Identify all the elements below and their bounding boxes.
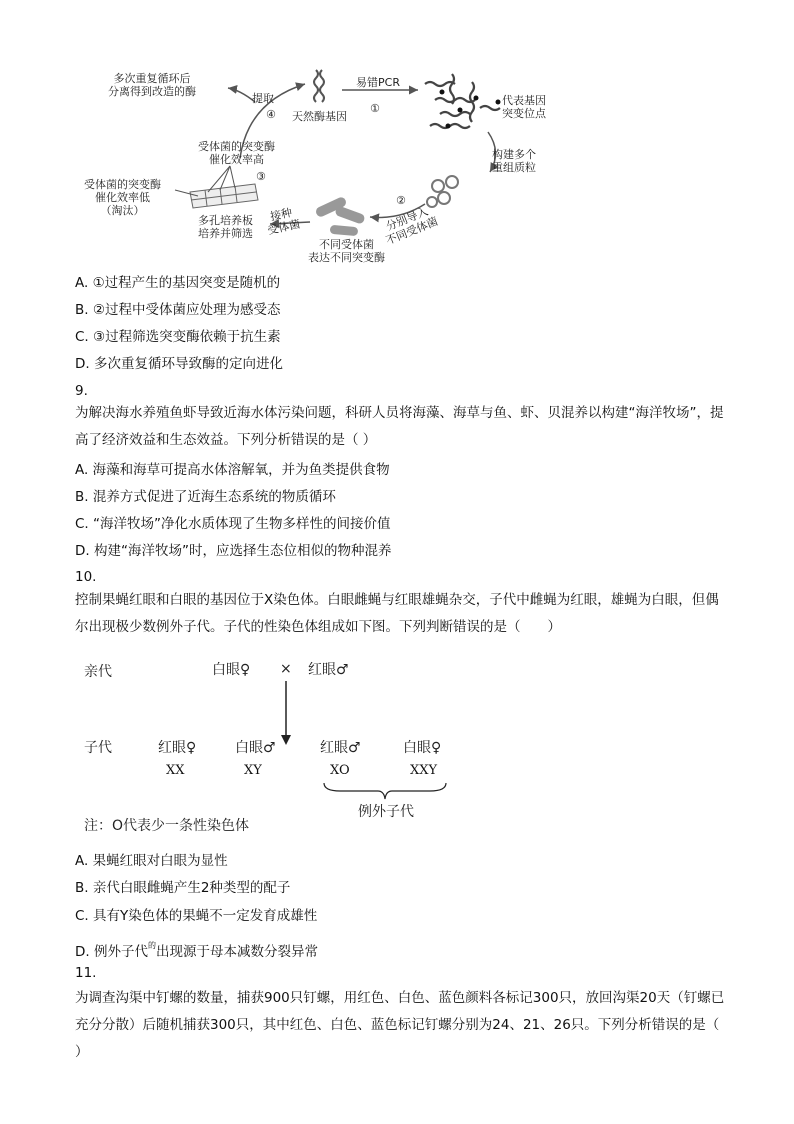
- q10-option-c: C. 具有Y染色体的果蝇不一定发育成雄性: [75, 908, 318, 924]
- child-2-genotype: XY: [244, 763, 262, 778]
- exception-brace: [320, 781, 450, 801]
- q9-stem: 为解决海水养殖鱼虾导致近海水体污染问题，科研人员将海藻、海草与鱼、虾、贝混养以构建“海洋牧场”，提高了经济效益和生态效益。下列分析错误的是（ ）: [75, 405, 724, 448]
- pointer-high: [220, 166, 230, 190]
- label-recipient-express: 不同受体菌 表达不同突变酶: [308, 238, 385, 264]
- parent-label: 亲代: [84, 664, 112, 680]
- label-high-efficiency: 受体菌的突变酶 催化效率高: [198, 140, 275, 166]
- child-4-phenotype: 白眼♀: [403, 740, 442, 756]
- plasmid-circles: [427, 176, 458, 207]
- label-mutation-site: 代表基因 突变位点: [502, 94, 546, 120]
- label-inoculate: 接种 受体菌: [266, 205, 302, 238]
- natural-gene-helix: [314, 70, 324, 102]
- q10-number: 10.: [75, 569, 97, 585]
- q8-option-c: C. ③过程筛选突变酶依赖于抗生素: [75, 329, 281, 345]
- q11-stem: 为调查沟渠中钉螺的数量，捕获900只钉螺，用红色、白色、蓝色颜料各标记300只，放回沟渠20天（钉螺已充分分散）后随机捕获300只，其中红色、白色、蓝色标记钉螺分别为24、21、26只。下列分析错误的是（ ）: [75, 990, 725, 1060]
- label-step1: ①: [370, 102, 380, 115]
- diagram-note: 注：O代表少一条性染色体: [84, 818, 250, 834]
- cross-sign: ×: [280, 661, 292, 677]
- exception-label: 例外子代: [358, 804, 414, 820]
- q10-stem: 控制果蝇红眼和白眼的基因位于X染色体。白眼雌蝇与红眼雄蝇杂交，子代中雌蝇为红眼，雄蝇为白眼，但偶尔出现极少数例外子代。子代的性染色体组成如下图。下列判断错误的是（ ）: [75, 592, 719, 635]
- q10-option-d-after: 出现源于母本减数分裂异常: [155, 944, 318, 960]
- label-extract: 提取: [252, 92, 274, 105]
- legend-dot: [496, 100, 501, 105]
- child-4-genotype: XXY: [410, 763, 438, 778]
- q9-option-c: C. “海洋牧场”净化水质体现了生物多样性的间接价值: [75, 516, 391, 532]
- q10-option-d-sup: 的: [147, 941, 156, 950]
- parent-female: 白眼♀: [212, 662, 251, 678]
- q10-option-a: A. 果蝇红眼对白眼为显性: [75, 853, 228, 869]
- q11-number: 11.: [75, 965, 97, 981]
- q10-option-d-before: D. 例外子代: [75, 944, 148, 960]
- q8-option-d: D. 多次重复循环导致酶的定向进化: [75, 356, 283, 372]
- child-3-phenotype: 红眼♂: [320, 740, 361, 756]
- q10-option-d: [75, 937, 318, 961]
- label-step2: ②: [396, 194, 406, 207]
- directed-evolution-figure: [80, 62, 550, 272]
- label-error-pcr: 易错PCR: [356, 76, 400, 89]
- q9-option-b: B. 混养方式促进了近海生态系统的物质循环: [75, 489, 336, 505]
- mutant-genes-cluster: [425, 74, 500, 128]
- multiwell-plate: [190, 184, 258, 208]
- label-multiwell: 多孔培养板 培养并筛选: [198, 214, 253, 240]
- label-build-plasmids: 构建多个 重组质粒: [492, 148, 536, 174]
- q9-option-d: D. 构建“海洋牧场”时，应选择生态位相似的物种混养: [75, 543, 392, 559]
- cross-diagram: [80, 655, 480, 840]
- recipient-bacteria: [314, 196, 365, 236]
- arrow-to-enzyme: [228, 88, 255, 102]
- label-import: 分别导入 不同受体菌: [384, 204, 440, 248]
- q8-option-b: B. ②过程中受体菌应处理为感受态: [75, 302, 281, 318]
- parent-male: 红眼♂: [308, 662, 349, 678]
- child-2-phenotype: 白眼♂: [235, 740, 276, 756]
- label-step4: ④: [266, 108, 276, 121]
- label-step3: ③: [256, 170, 266, 183]
- child-1-phenotype: 红眼♀: [158, 740, 197, 756]
- q9-number: 9.: [75, 383, 88, 399]
- child-label: 子代: [84, 740, 112, 756]
- mutation-dot: [440, 90, 445, 95]
- label-natural-gene: 天然酶基因: [292, 110, 347, 123]
- cross-arrow: [276, 679, 296, 749]
- child-3-genotype: XO: [330, 763, 350, 778]
- label-enzyme-loop: 多次重复循环后 分离得到改造的酶: [108, 72, 196, 98]
- q9-option-a: A. 海藻和海草可提高水体溶解氧，并为鱼类提供食物: [75, 462, 390, 478]
- q8-option-a: A. ①过程产生的基因突变是随机的: [75, 275, 281, 291]
- child-1-genotype: XX: [166, 763, 185, 778]
- label-low-efficiency: 受体菌的突变酶 催化效率低 （淘汰）: [84, 178, 161, 217]
- q10-option-b: B. 亲代白眼雌蝇产生2种类型的配子: [75, 880, 291, 896]
